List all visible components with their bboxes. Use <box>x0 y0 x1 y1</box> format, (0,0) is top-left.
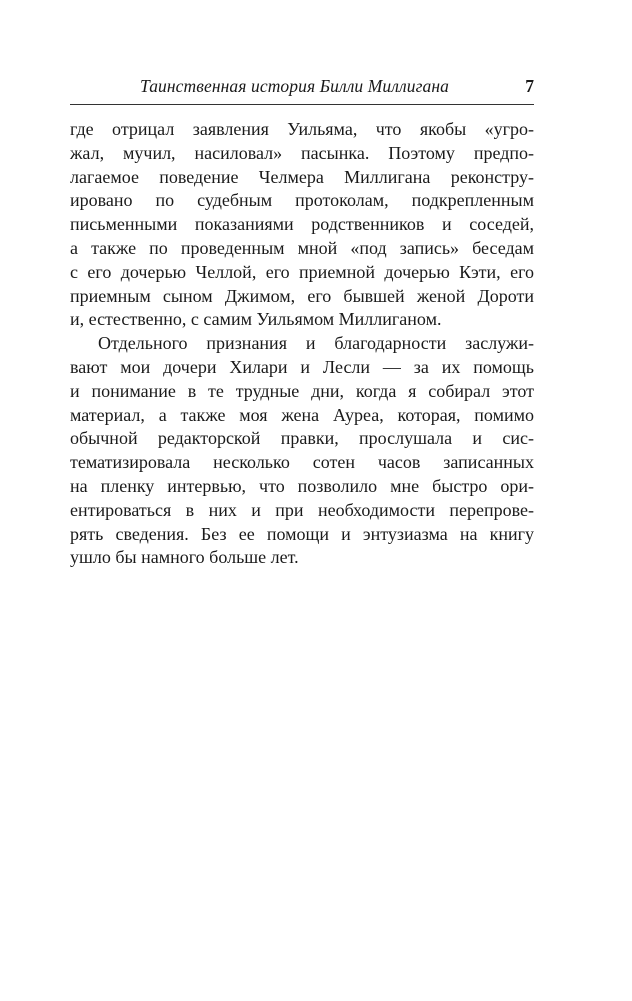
text-line: и, естественно, с самим Уильямом Миллиганом. <box>70 309 442 330</box>
paragraph-2 <box>70 332 534 570</box>
text-line: вают мои дочери Хилари и Лесли — за их помощь <box>70 356 534 377</box>
text-line: а также по проведенным мной «под запись» беседам <box>70 237 534 258</box>
text-line: обычной редакторской правки, прослушала и сис- <box>70 428 534 449</box>
text-line: письменными показаниями родственников и соседей, <box>70 214 534 235</box>
text-line: тематизировала несколько сотен часов записанных <box>70 452 534 473</box>
body-text <box>70 118 534 570</box>
text-line: ентироваться в них и при необходимости перепрове- <box>70 499 534 520</box>
text-line: ировано по судебным протоколам, подкрепленным <box>70 190 534 211</box>
running-header <box>70 76 534 98</box>
text-line: жал, мучил, насиловал» пасынка. Поэтому предпо- <box>70 142 534 163</box>
text-line: материал, а также моя жена Ауреа, которая, помимо <box>70 404 534 425</box>
text-line: Отдельного признания и благодарности заслужи- <box>98 333 534 354</box>
text-line: рять сведения. Без ее помощи и энтузиазма на книгу <box>70 523 534 544</box>
header-rule <box>70 104 534 105</box>
text-line: ушло бы намного больше лет. <box>70 547 299 568</box>
text-line: и понимание в те трудные дни, когда я собирал этот <box>70 380 534 401</box>
text-line: с его дочерью Челлой, его приемной дочерью Кэти, его <box>70 261 534 282</box>
text-line: где отрицал заявления Уильяма, что якобы «угро- <box>70 119 534 139</box>
text-line: приемным сыном Джимом, его бывшей женой Дороти <box>70 285 534 306</box>
text-line: лагаемое поведение Челмера Миллигана реконстру- <box>70 166 534 187</box>
text-line: на пленку интервью, что позволило мне быстро ори- <box>70 475 534 496</box>
page-number: 7 <box>525 76 534 96</box>
paragraph-1 <box>70 118 534 332</box>
running-title: Таинственная история Билли Миллигана <box>140 76 449 96</box>
